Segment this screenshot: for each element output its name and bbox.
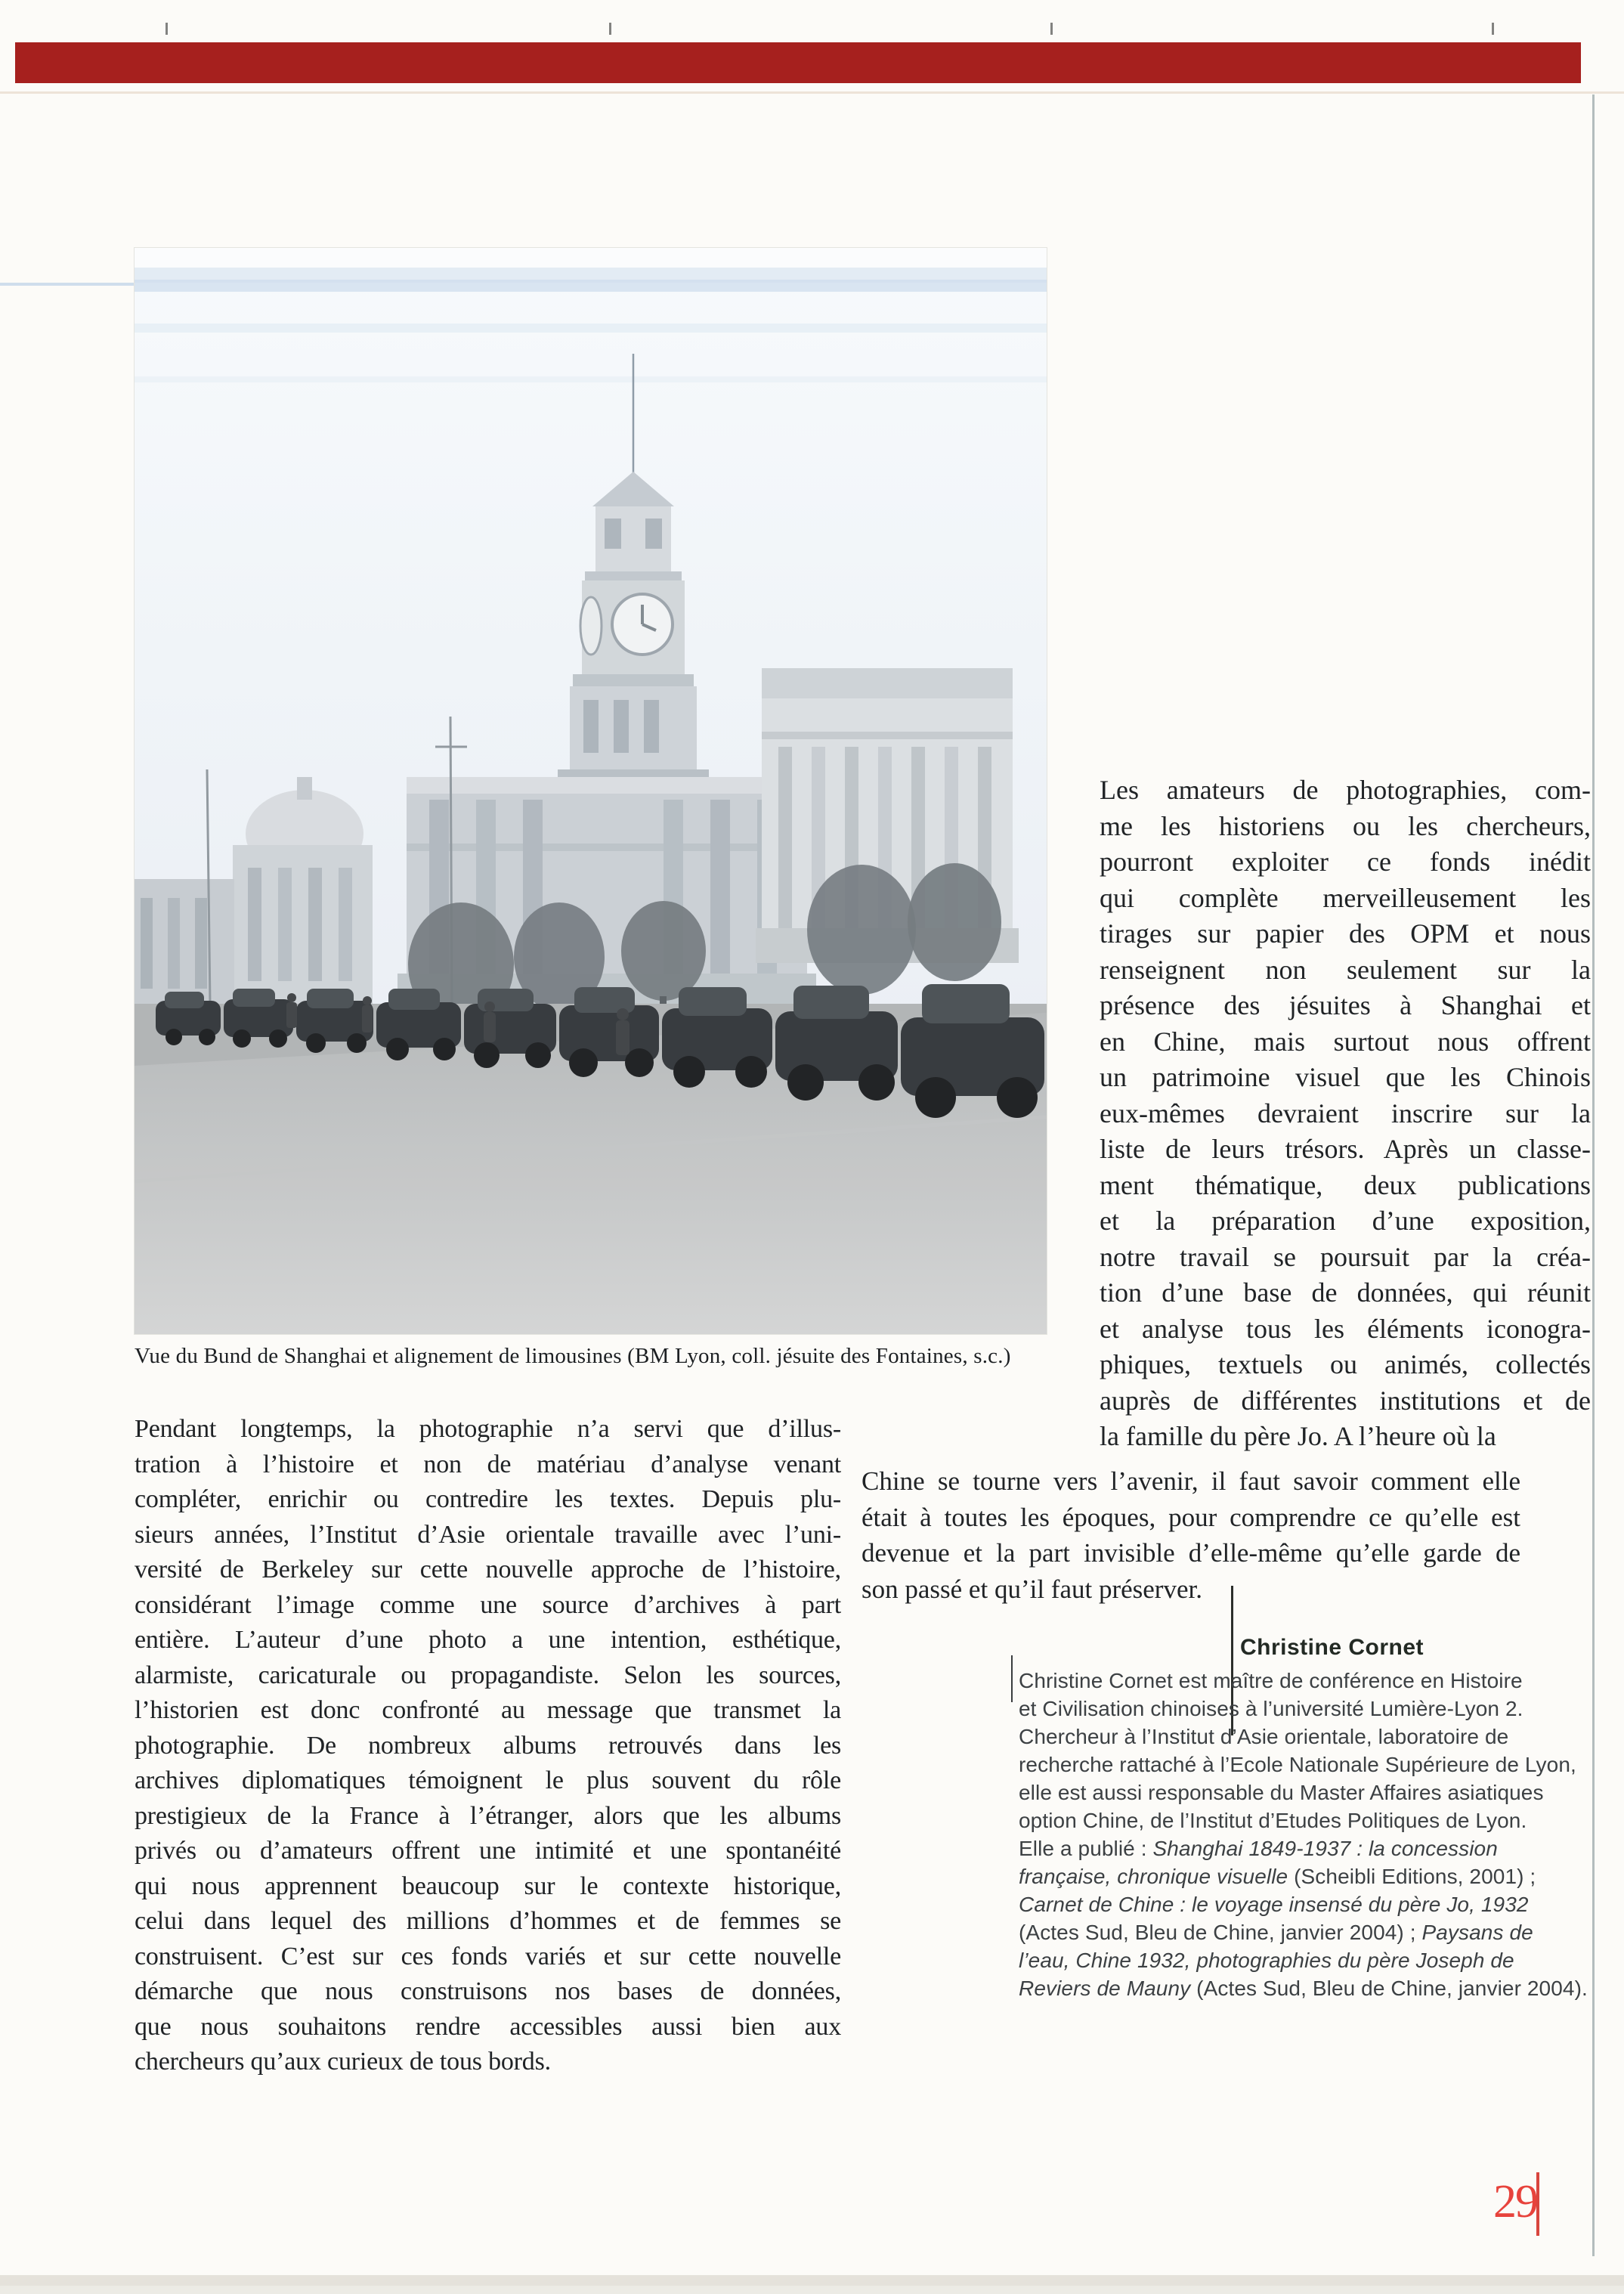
text-line: qui complète merveilleusement les bbox=[1100, 882, 1591, 913]
text-line: privés ou d’amateurs offrent une intimité et une spontanéité bbox=[135, 1837, 841, 1865]
text-line: tration à l’histoire et non de matériau d’analyse venant bbox=[135, 1450, 841, 1478]
text-line: Elle a publié : Shanghai 1849-1937 : la concession bbox=[1019, 1837, 1498, 1860]
text-line: Reviers de Mauny (Actes Sud, Bleu de Chine, janvier 2004). bbox=[1019, 1977, 1588, 2000]
bottom-scan-edge bbox=[0, 2275, 1624, 2286]
text-line: celui dans lequel des millions d’hommes et de femmes se bbox=[135, 1907, 841, 1935]
photo-veil bbox=[135, 248, 1047, 1334]
text-line: Christine Cornet est maître de conférence en Histoire bbox=[1019, 1669, 1523, 1692]
bottom-scan-edge bbox=[0, 2286, 1624, 2294]
text-line: Pendant longtemps, la photographie n’a servi que d’illus- bbox=[135, 1415, 841, 1443]
author-bio-note bbox=[1019, 1667, 1588, 2002]
text-line: elle est aussi responsable du Master Affaires asiatiques bbox=[1019, 1781, 1544, 1804]
right-scan-line bbox=[1592, 94, 1595, 2256]
text-line: devenue et la part invisible d’elle-même qu’elle garde de bbox=[861, 1538, 1520, 1568]
registration-mark-icon bbox=[1050, 23, 1053, 35]
text-line: liste de leurs trésors. Après un classe- bbox=[1100, 1134, 1591, 1164]
text-line: me les historiens ou les chercheurs, bbox=[1100, 810, 1591, 841]
text-line: un patrimoine visuel que les Chinois bbox=[1100, 1062, 1591, 1092]
text-line: recherche rattaché à l’Ecole Nationale Supérieure de Lyon, bbox=[1019, 1753, 1576, 1776]
text-line: était à toutes les époques, pour comprendre ce qu’elle est bbox=[861, 1502, 1520, 1532]
text-line: notre travail se poursuit par la créa- bbox=[1100, 1241, 1591, 1272]
text-line: présence des jésuites à Shanghai et bbox=[1100, 990, 1591, 1020]
text-line: en Chine, mais surtout nous offrent bbox=[1100, 1026, 1591, 1057]
text-line: compléter, enrichir ou contredire les textes. Depuis plu- bbox=[135, 1485, 841, 1513]
text-line: archives diplomatiques témoignent le plus souvent du rôle bbox=[135, 1766, 841, 1794]
text-line: Les amateurs de photographies, com- bbox=[1100, 775, 1591, 805]
text-line: photographie. De nombreux albums retrouvés dans les bbox=[135, 1731, 841, 1760]
text-line: l’eau, Chine 1932, photographies du père Joseph de bbox=[1019, 1949, 1514, 1972]
text-line: considérant l’image comme une source d’archives à part bbox=[135, 1590, 841, 1619]
registration-mark-icon bbox=[1492, 23, 1494, 35]
article-continuation bbox=[861, 1463, 1520, 1607]
text-line: auprès de différentes institutions et de bbox=[1100, 1385, 1591, 1416]
text-line: tion d’une base de données, qui réunit bbox=[1100, 1277, 1591, 1308]
text-line: versité de Berkeley sur cette nouvelle approche de l’histoire, bbox=[135, 1556, 841, 1584]
text-line: et Civilisation chinoises à l’université Lumière-Lyon 2. bbox=[1019, 1697, 1523, 1720]
text-line: démarche que nous construisons nos bases de données, bbox=[135, 1977, 841, 2005]
text-line: son passé et qu’il faut préserver. bbox=[861, 1574, 1202, 1604]
text-line: Carnet de Chine : le voyage insensé du père Jo, 1932 bbox=[1019, 1893, 1529, 1916]
text-line: renseignent non seulement sur la bbox=[1100, 954, 1591, 985]
text-line: l’historien est donc confronté au message que transmet la bbox=[135, 1696, 841, 1724]
registration-mark-icon bbox=[609, 23, 611, 35]
article-photo bbox=[135, 248, 1047, 1334]
text-line: que nous souhaitons rendre accessibles aussi bien aux bbox=[135, 2012, 841, 2041]
text-line: (Actes Sud, Bleu de Chine, janvier 2004) ; Paysans de bbox=[1019, 1921, 1533, 1944]
text-line: et la préparation d’une exposition, bbox=[1100, 1206, 1591, 1236]
text-line: ment thématique, deux publications bbox=[1100, 1169, 1591, 1200]
registration-mark-icon bbox=[165, 23, 168, 35]
text-line: option Chine, de l’Institut d’Etudes Politiques de Lyon. bbox=[1019, 1809, 1527, 1832]
text-line: chercheurs qu’aux curieux de tous bords. bbox=[135, 2048, 551, 2076]
article-left-column bbox=[135, 1412, 841, 2080]
text-line: tirages sur papier des OPM et nous bbox=[1100, 918, 1591, 949]
text-line: Chercheur à l’Institut d’Asie orientale, laboratoire de bbox=[1019, 1725, 1509, 1748]
text-line: et analyse tous les éléments iconogra- bbox=[1100, 1313, 1591, 1344]
text-line: entière. L’auteur d’une photo a une intention, esthétique, bbox=[135, 1626, 841, 1654]
photo-caption: Vue du Bund de Shanghai et alignement de limousines (BM Lyon, coll. jésuite des Fontaines, s.c.) bbox=[135, 1344, 1011, 1368]
text-line: prestigieux de la France à l’étranger, alors que les albums bbox=[135, 1801, 841, 1830]
author-signature: Christine Cornet bbox=[1240, 1635, 1424, 1660]
page-number: 29 bbox=[1493, 2176, 1537, 2227]
text-line: française, chronique visuelle (Scheibli Editions, 2001) ; bbox=[1019, 1865, 1536, 1888]
text-line: Chine se tourne vers l’avenir, il faut savoir comment elle bbox=[861, 1466, 1520, 1496]
bund-photo-illustration bbox=[135, 248, 1047, 1334]
article-right-column bbox=[1100, 772, 1591, 1455]
text-line: la famille du père Jo. A l’heure où la bbox=[1100, 1421, 1496, 1451]
text-line: sieurs années, l’Institut d’Asie orientale travaille avec l’uni- bbox=[135, 1520, 841, 1549]
text-line: alarmiste, caricaturale ou propagandiste. Selon les sources, bbox=[135, 1661, 841, 1689]
text-line: phiques, textuels ou animés, collectés bbox=[1100, 1349, 1591, 1379]
text-line: qui nous apprennent beaucoup sur le contexte historique, bbox=[135, 1871, 841, 1900]
text-line: eux-mêmes devraient inscrire sur la bbox=[1100, 1097, 1591, 1128]
text-line: construisent. C’est sur ces fonds variés et sur cette nouvelle bbox=[135, 1942, 841, 1970]
top-accent-bar bbox=[15, 42, 1581, 83]
scan-edge-line bbox=[0, 91, 1624, 94]
bio-rule bbox=[1011, 1655, 1013, 1702]
photo-bleed-streak bbox=[0, 283, 136, 286]
text-line: pourront exploiter ce fonds inédit bbox=[1100, 847, 1591, 877]
